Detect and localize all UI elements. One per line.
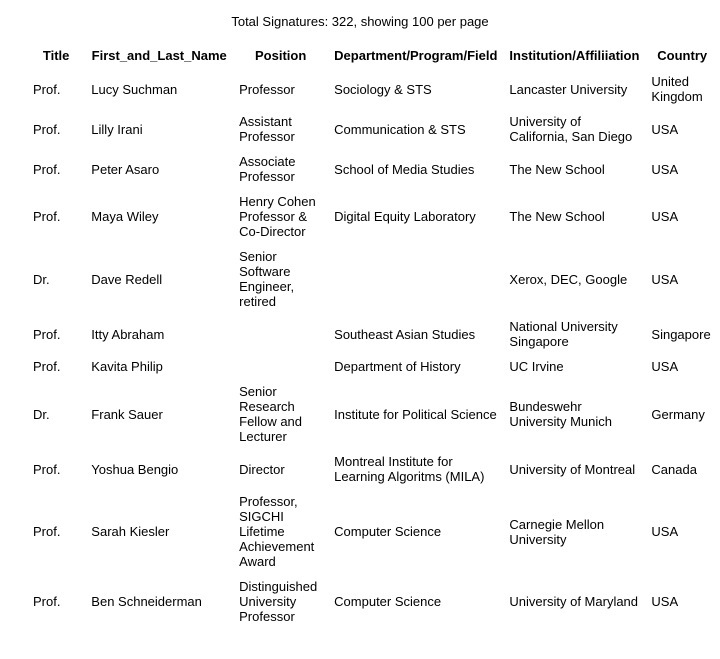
- cell-country: USA: [651, 524, 679, 539]
- cell-department: Southeast Asian Studies: [334, 326, 476, 342]
- cell-position: Director: [239, 461, 285, 477]
- table-row: [28, 490, 718, 573]
- column-header-department: Department/Program/Field: [334, 48, 498, 63]
- cell-position: Professor: [239, 81, 295, 97]
- table-row: [28, 70, 718, 108]
- cell-country: USA: [651, 209, 679, 224]
- cell-institution: National University Singapore: [509, 319, 618, 349]
- cell-position: Henry Cohen Professor & Co-Director: [239, 194, 316, 239]
- table-body: [28, 70, 718, 628]
- table-row: [28, 245, 718, 313]
- signature-count-summary: Total Signatures: 322, showing 100 per page: [231, 14, 489, 29]
- cell-title: Prof.: [33, 161, 61, 177]
- cell-name: Peter Asaro: [91, 161, 160, 177]
- cell-name: Maya Wiley: [91, 209, 159, 224]
- cell-institution: University of California, San Diego: [509, 114, 633, 144]
- cell-institution: Carnegie Mellon University: [509, 516, 605, 547]
- column-header-name: First_and_Last_Name: [91, 48, 227, 63]
- cell-title: Dr.: [33, 271, 50, 287]
- cell-department: Department of History: [334, 359, 461, 374]
- cell-position: [234, 315, 327, 353]
- cell-country: Germany: [651, 406, 705, 422]
- cell-position: Associate Professor: [239, 154, 296, 184]
- cell-institution: University of Maryland: [509, 594, 639, 609]
- cell-institution: UC Irvine: [509, 359, 564, 374]
- cell-institution: University of Montreal: [509, 461, 636, 477]
- cell-name: Lilly Irani: [91, 121, 143, 137]
- cell-position: Senior Research Fellow and Lecturer: [239, 384, 303, 444]
- cell-department: Sociology & STS: [334, 81, 432, 97]
- cell-name: Kavita Philip: [91, 359, 163, 374]
- cell-position: Professor, SIGCHI Lifetime Achievement Award: [239, 494, 315, 569]
- signatures-table: [26, 41, 720, 630]
- cell-title: Dr.: [33, 406, 50, 422]
- cell-position: Senior Software Engineer, retired: [239, 249, 295, 309]
- cell-department: Institute for Political Science: [334, 406, 497, 422]
- cell-country: USA: [651, 121, 679, 137]
- cell-department: Communication & STS: [334, 121, 466, 137]
- table-row: [28, 315, 718, 353]
- cell-position: [234, 355, 327, 378]
- cell-name: Itty Abraham: [91, 326, 165, 342]
- cell-country: United Kingdom: [651, 74, 703, 104]
- cell-title: Prof.: [33, 209, 61, 224]
- cell-position: Distinguished University Professor: [239, 579, 318, 624]
- header-row: [28, 43, 718, 68]
- cell-country: USA: [651, 161, 679, 177]
- cell-name: Dave Redell: [91, 271, 163, 287]
- cell-country: Singapore: [651, 326, 711, 342]
- cell-position: Assistant Professor: [239, 114, 295, 144]
- column-header-position: Position: [255, 48, 307, 63]
- cell-country: USA: [651, 594, 679, 609]
- cell-department: Montreal Institute for Learning Algoritms (MILA): [334, 454, 485, 484]
- column-header-institution: Institution/Affiliiation: [509, 48, 640, 63]
- cell-country: Canada: [651, 461, 697, 477]
- table-row: [28, 355, 718, 378]
- cell-name: Frank Sauer: [91, 406, 163, 422]
- cell-name: Ben Schneiderman: [91, 594, 202, 609]
- cell-name: Lucy Suchman: [91, 81, 178, 97]
- cell-department: School of Media Studies: [334, 161, 475, 177]
- cell-department: Computer Science: [334, 594, 442, 609]
- cell-name: Yoshua Bengio: [91, 461, 179, 477]
- cell-title: Prof.: [33, 524, 61, 539]
- cell-title: Prof.: [33, 461, 61, 477]
- column-header-country: Country: [657, 48, 708, 63]
- table-row: [28, 450, 718, 488]
- table-row: [28, 380, 718, 448]
- table-row: [28, 190, 718, 243]
- cell-country: USA: [651, 271, 679, 287]
- cell-name: Sarah Kiesler: [91, 524, 170, 539]
- table-row: [28, 575, 718, 628]
- cell-department: Computer Science: [334, 524, 442, 539]
- cell-title: Prof.: [33, 326, 61, 342]
- cell-institution: Bundeswehr University Munich: [509, 399, 613, 429]
- table-row: [28, 110, 718, 148]
- column-header-title: Title: [42, 48, 70, 63]
- cell-title: Prof.: [33, 81, 61, 97]
- cell-department: Digital Equity Laboratory: [334, 209, 476, 224]
- cell-country: USA: [651, 359, 679, 374]
- cell-title: Prof.: [33, 594, 61, 609]
- cell-title: Prof.: [33, 359, 61, 374]
- cell-institution: The New School: [509, 209, 605, 224]
- signatures-page: [0, 14, 720, 630]
- cell-institution: The New School: [509, 161, 605, 177]
- cell-title: Prof.: [33, 121, 61, 137]
- cell-department: [329, 245, 502, 313]
- cell-institution: Xerox, DEC, Google: [509, 271, 628, 287]
- table-row: [28, 150, 718, 188]
- cell-institution: Lancaster University: [509, 81, 628, 97]
